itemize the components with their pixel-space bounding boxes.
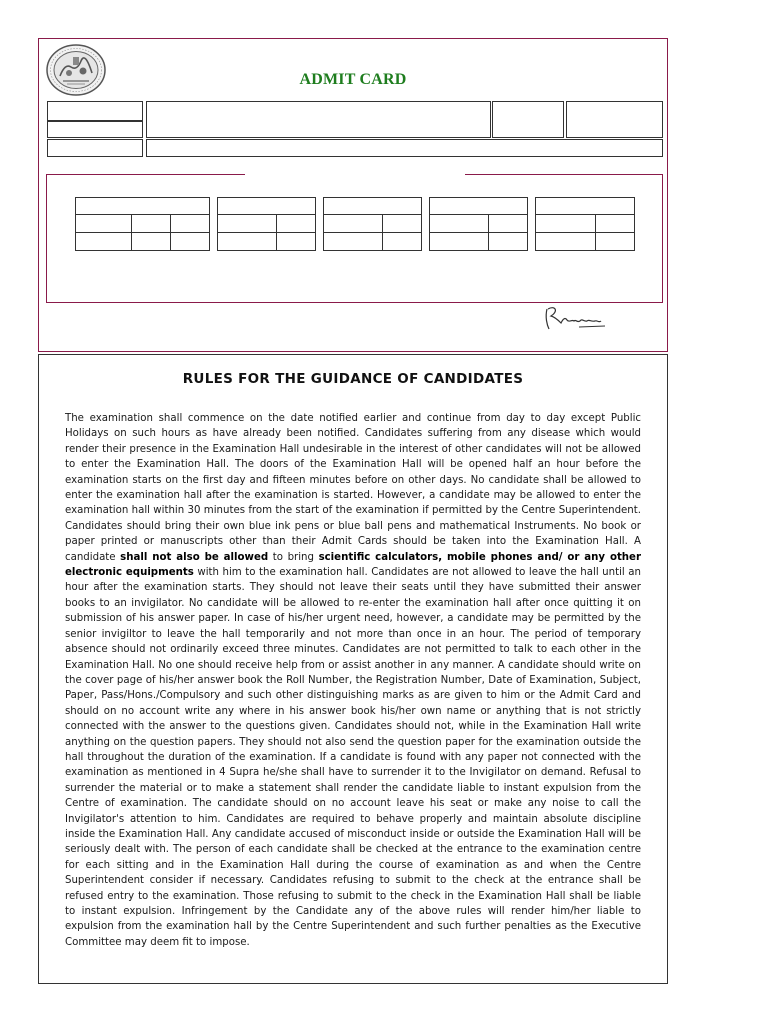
subject-group-4-cell: [488, 232, 528, 251]
subjects-box: [46, 174, 663, 303]
subject-group-5-cell: [535, 232, 596, 251]
rules-text: with him to the examination hall. Candidates are not allowed to leave the hall until an hour after the examination starts. They should not leave their seats until they have submitted their answer books to an invigilator. No candidate will be allowed to re-enter the examination hall after once quitting it on submission of his answer paper. In case of his/her urgent need, however, a candidate may be permitted by the senior invigiltor to leave the hall temporarily and not more than once in an hour. The period of temporary absence should not ordinarily exceed three minutes. Candidates are not permitted to talk to each other in the Examination Hall. No one should receive help from or assist another in any manner. A candidate should write on the cover page of his/her answer book the Roll Number, the Registration Number, Date of Examination, Subject, Paper, Pass/Hons./Compulsory and such other distinguishing marks as are given to him or the Admit Card and should on no account write any where in his answer book his/her own name or anything that is not strictly connected with the answer to the questions given. Candidates should not, while in the Examination Hall write anything on the question papers. They should not also send the question paper for the examination outside the hall throughout the duration of the examination. If a candidate is found with any paper not connected with the examination as mentioned in 4 Supra he/she shall have to surrender it to the Invigilator on demand. Refusal to surrender the material or to make a statement shall render the candidate liable to instant expulsion from the Centre of examination. The candidate should on no account leave his seat or make any noise to call the Invigilator's attention to him. Candidates are required to behave properly and maintain absolute discipline inside the Examination Hall. Any candidate accused of misconduct inside or outside the Examination Hall will be seriously dealt with. The person of each candidate shall be checked at the entrance to the examination centre for each sitting and in the Examination Hall during the course of examination as and when the Centre Superintendent consider if necessary. Candidates refusing to submit to the check at the entrance shall be refused entry to the examination. Those refusing to submit to the check in the Examination Hall shall be liable to instant expulsion. Infringement by the Candidate any of the above rules will render him/her liable to expulsion from the examination hall by the Centre Superintendent and such further penalties as the Executive Committee may deem fit to impose.: [65, 567, 641, 948]
subject-group-4-header: [429, 197, 528, 215]
centre-value-cell: [146, 139, 663, 157]
subject-group-5-header: [535, 197, 635, 215]
name-label-cell: [47, 101, 143, 121]
centre-label-cell: [47, 139, 143, 157]
controller-signature: [539, 297, 611, 335]
rules-emphasis: scientific calculators, mobile phones and/ or any other electronic equipments: [65, 551, 641, 579]
rules-emphasis: shall not also be allowed: [120, 551, 269, 563]
subject-group-1-cell: [75, 214, 132, 233]
subject-group-2-cell: [217, 214, 277, 233]
subject-group-4-cell: [429, 214, 489, 233]
subject-group-1-cell: [170, 214, 210, 233]
subject-group-3-cell: [382, 214, 422, 233]
subject-group-2-cell: [276, 232, 316, 251]
subject-group-2-cell: [276, 214, 316, 233]
subject-group-3-cell: [323, 214, 383, 233]
subject-group-5-cell: [535, 214, 596, 233]
subject-group-2-header: [217, 197, 316, 215]
subjects-box-heading-gap: [245, 173, 465, 177]
subject-group-1-cell: [131, 214, 171, 233]
subject-group-2-cell: [217, 232, 277, 251]
rules-text: The examination shall commence on the date notified earlier and continue from day to day except Public Holidays on such hours as have already been notified. Candidates suffering from any disease which would render their presence in the Examination Hall undesirable in the interest of other candidates will not be allowed to enter the Examination Hall. The doors of the Examination Hall will be opened half an hour before the examination starts on the first day and fifteen minutes before on other days. No candidate shall be allowed to enter the examination hall after the examination is started. However, a candidate may be allowed to enter the examination hall within 30 minutes from the start of the examination if permitted by the Centre Superintendent. Candidates should bring their own blue ink pens or blue ball pens and mathematical Instruments. No book or paper printed or manuscripts other than their Admit Cards should be taken into the Examination Hall. A candidate: [65, 413, 641, 563]
rules-text: to bring: [272, 551, 314, 563]
subject-group-1-cell: [75, 232, 132, 251]
subject-group-3-cell: [382, 232, 422, 251]
subject-group-1-cell: [170, 232, 210, 251]
rules-panel: [38, 354, 668, 984]
subject-group-5-cell: [595, 232, 635, 251]
admit-card-title: ADMIT CARD: [299, 71, 407, 88]
roll-label-cell: [492, 101, 564, 138]
subject-group-1-header: [75, 197, 210, 215]
subject-group-5-cell: [595, 214, 635, 233]
name-value-cell: [146, 101, 491, 138]
subject-group-1-cell: [131, 232, 171, 251]
subject-group-4-cell: [488, 214, 528, 233]
registration-label-cell: [47, 121, 143, 138]
rules-body: [65, 411, 641, 950]
admit-card: [38, 38, 668, 352]
subject-group-3-cell: [323, 232, 383, 251]
rules-heading: RULES FOR THE GUIDANCE OF CANDIDATES: [182, 371, 524, 387]
roll-value-cell: [566, 101, 663, 138]
subject-group-3-header: [323, 197, 422, 215]
subject-group-4-cell: [429, 232, 489, 251]
